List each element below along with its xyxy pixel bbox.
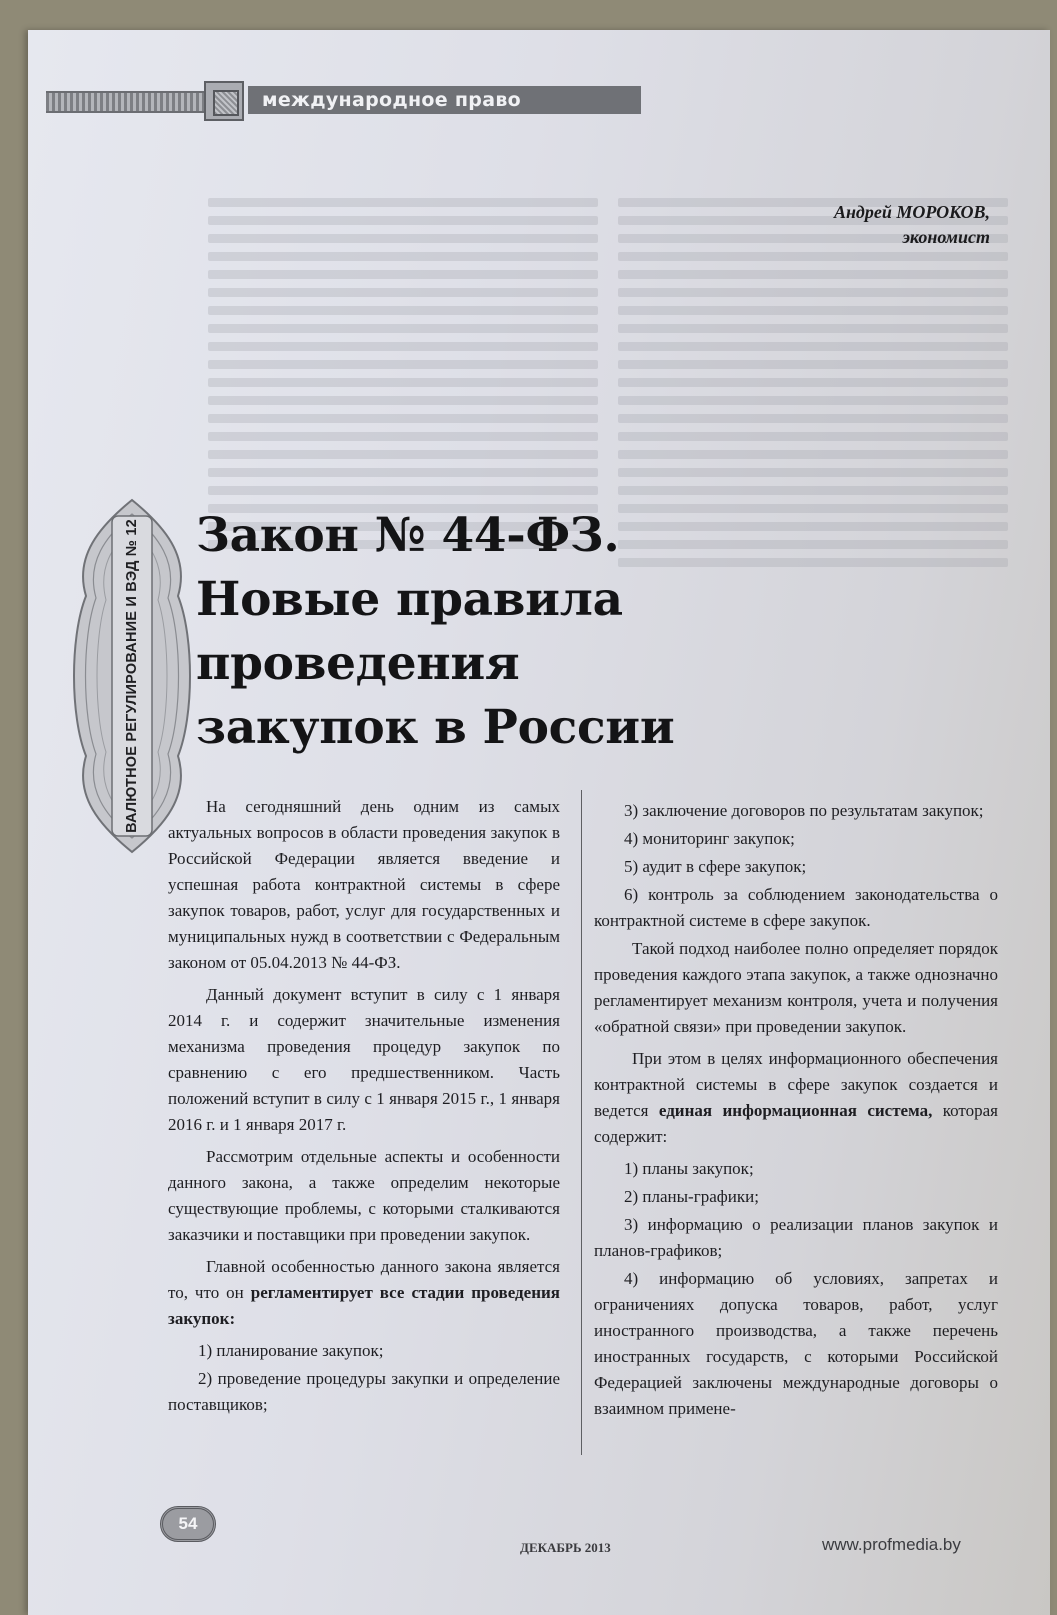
paragraph-emphasis: регламентирует все стадии проведения закупок: <box>168 1283 560 1328</box>
header-ornament <box>46 91 206 113</box>
title-line-2: Новые правила проведения <box>196 572 623 691</box>
section-header <box>46 81 640 117</box>
paragraph-emphasis: единая информационная система, <box>658 1101 933 1120</box>
paragraph <box>168 1254 560 1332</box>
left-column <box>168 794 560 1420</box>
article-title <box>196 504 956 760</box>
list-item: 4) мониторинг закупок; <box>624 829 795 848</box>
magazine-page <box>28 30 1050 1615</box>
title-line-3: закупок в России <box>196 700 675 755</box>
list-item: 3) заключение договоров по результатам закупок; <box>624 801 984 820</box>
paragraph-text: При этом в целях информационного обеспечения контрактной системы в сфере закупок создается и ведется <box>594 1049 998 1120</box>
list-item: 1) планирование закупок; <box>198 1341 384 1360</box>
page-number: 54 <box>160 1506 216 1542</box>
paragraph: Такой подход наиболее полно определяет порядок проведения каждого этапа закупок, а также однозначно регламентирует механизм контроля, учета и получения «обратной связи» при проведении закупок. <box>594 939 998 1036</box>
list-item: 6) контроль за соблюдением законодательства о контрактной системе в сфере закупок. <box>594 885 998 930</box>
author-byline <box>834 200 990 250</box>
list-item: 1) планы закупок; <box>624 1159 754 1178</box>
author-title: экономист <box>902 227 990 247</box>
list-item: 4) информацию об условиях, запретах и ограничениях допуска товаров, работ, услуг иностранного производства, а также перечень иностранных государств, с которыми Российской Федерацией заключены международные договоры о взаимном примене- <box>594 1269 998 1418</box>
publisher-url: www.profmedia.by <box>822 1535 961 1554</box>
right-column <box>594 798 998 1424</box>
list-item: 5) аудит в сфере закупок; <box>624 857 807 876</box>
paragraph-text: Главной особенностью данного закона является то, что он <box>168 1257 560 1302</box>
ornament-square-icon <box>204 81 244 121</box>
column-divider <box>581 790 582 1455</box>
paragraph: Рассмотрим отдельные аспекты и особенности данного закона, а также определим некоторые существующие проблемы, с которыми сталкиваются заказчики и поставщики при проведении закупок. <box>168 1147 560 1244</box>
paragraph: На сегодняшний день одним из самых актуальных вопросов в области проведения закупок в Российской Федерации является введение и успешная работа контрактной системы в сфере закупок товаров, работ, услуг для государственных и муниципальных нужд в соответствии с Федеральным законом от 05.04.2013 № 44-ФЗ. <box>168 797 560 972</box>
paragraph <box>594 1046 998 1150</box>
paragraph-text: которая содержит: <box>594 1101 998 1146</box>
list-item: 3) информацию о реализации планов закупок и планов-графиков; <box>594 1215 998 1260</box>
issue-date: ДЕКАБРЬ 2013 <box>520 1540 611 1555</box>
section-title: международное право <box>248 86 641 114</box>
paragraph: Данный документ вступит в силу с 1 января 2014 г. и содержит значительные изменения механизма проведения процедур закупок по сравнению с его предшественником. Часть положений вступит в силу с 1 января 2015 г., 1 января 2016 г. и 1 января 2017 г. <box>168 985 560 1134</box>
badge-label: ВАЛЮТНОЕ РЕГУЛИРОВАНИЕ И ВЭД № 12 <box>124 519 140 833</box>
author-name: Андрей МОРОКОВ, <box>833 202 990 222</box>
title-line-1: Закон № 44-ФЗ. <box>196 508 620 563</box>
list-item: 2) планы-графики; <box>624 1187 759 1206</box>
list-item: 2) проведение процедуры закупки и определение поставщиков; <box>168 1369 560 1414</box>
